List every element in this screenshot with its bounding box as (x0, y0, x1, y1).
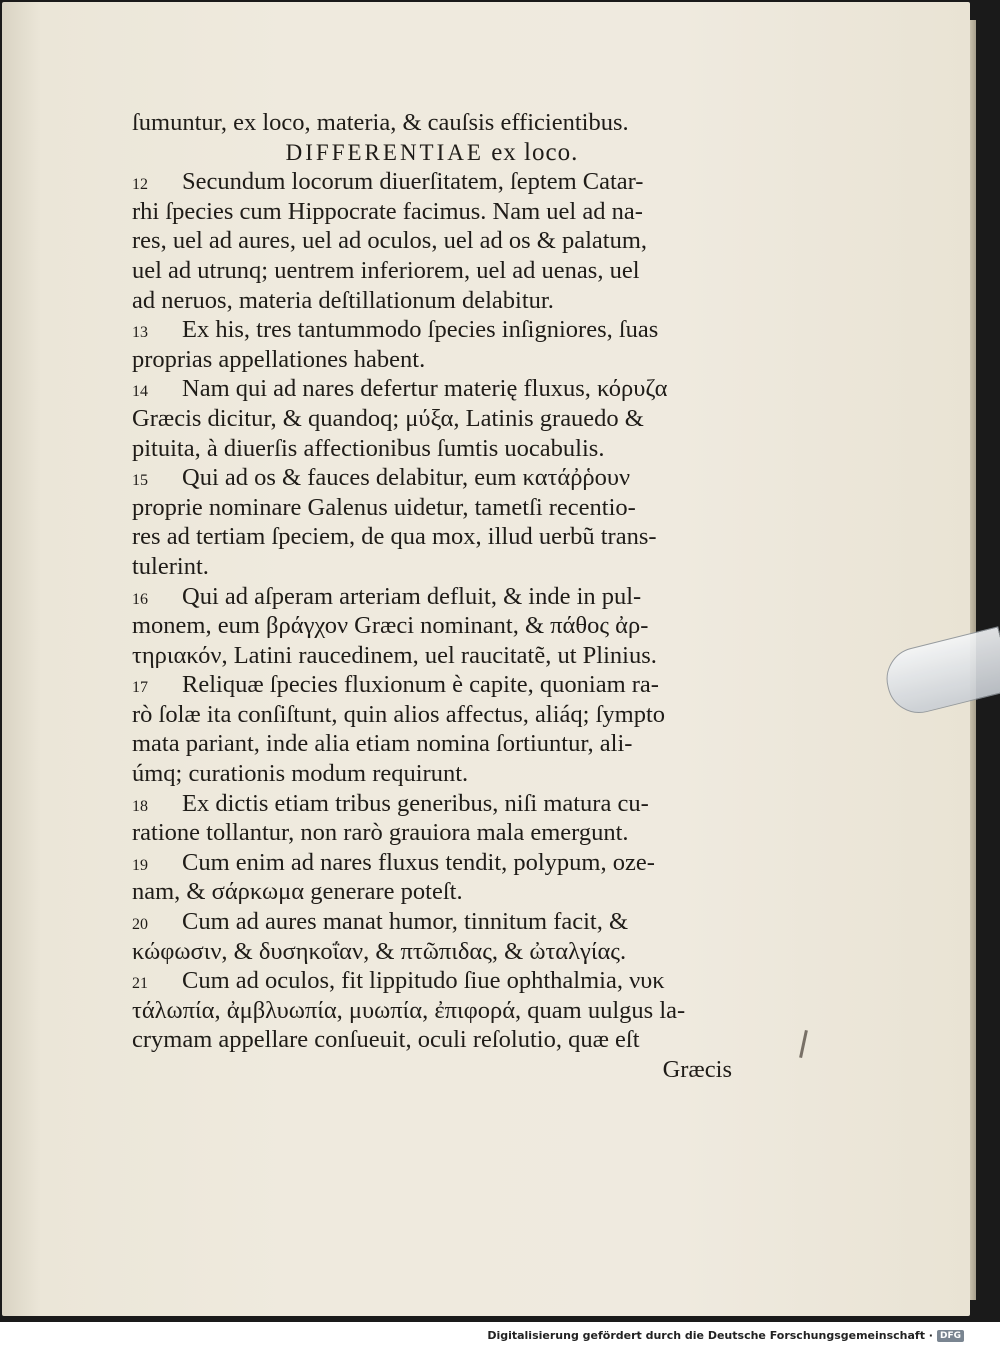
paragraph-number: 17 (132, 679, 148, 697)
text-line (132, 670, 732, 700)
text-line: rò ſolæ ita conſiſtunt, quin alios affectus, aliáq; ſympto (132, 700, 666, 728)
text-line (132, 463, 732, 493)
text-line: Græcis dicitur, & quandoq; μύξα, Latinis grauedo & (132, 404, 644, 432)
line-text: Reliquæ ſpecies fluxionum è capite, quoniam ra- (182, 671, 659, 699)
text-line (132, 315, 732, 345)
paragraph-number: 12 (132, 176, 148, 194)
text-line: tulerint. (132, 552, 209, 580)
heading-rest: ex loco. (483, 138, 579, 166)
line-text: Nam qui ad nares defertur materię fluxus, κόρυζα (182, 375, 668, 403)
text-line: monem, eum βράγχον Græci nominant, & πάθος ἀρ- (132, 612, 649, 640)
line-text: Ex dictis etiam tribus generibus, niſi matura cu- (182, 789, 649, 817)
paragraph-number: 21 (132, 975, 148, 993)
paragraph-number: 20 (132, 916, 148, 934)
text-line (132, 789, 732, 819)
text-line: res ad tertiam ſpeciem, de qua mox, illud uerbũ trans- (132, 523, 657, 551)
text-line (132, 374, 732, 404)
paragraph-number: 16 (132, 590, 148, 608)
text-line: proprias appellationes habent. (132, 345, 426, 373)
text-line (132, 167, 732, 197)
text-line: nam, & σάρκωμα generare poteſt. (132, 878, 463, 906)
text-line: mata pariant, inde alia etiam nomina ſortiuntur, ali- (132, 730, 633, 758)
heading-caps: DIFFERENTIAE (285, 139, 484, 165)
text-line: ad neruos, materia deſtillationum delabitur. (132, 286, 554, 314)
line-text: Cum ad oculos, fit lippitudo ſiue ophthalmia, νυκ (182, 967, 665, 995)
text-line (132, 966, 732, 996)
text-line: rhi ſpecies cum Hippocrate facimus. Nam uel ad na- (132, 197, 643, 225)
text-line (132, 848, 732, 878)
catchword: Græcis (662, 1056, 732, 1083)
footer-credit-text: Digitalisierung gefördert durch die Deutsche Forschungsgemeinschaft · (487, 1329, 933, 1342)
text-line: τηριακόν, Latini raucedinem, uel raucitatẽ, ut Plinius. (132, 641, 657, 669)
text-line: uel ad utrunq; uentrem inferiorem, uel ad uenas, uel (132, 256, 640, 284)
text-line: ſumuntur, ex loco, materia, & cauſsis efficientibus. (132, 109, 629, 136)
paragraph-number: 19 (132, 856, 148, 874)
text-line: crymam appellare conſueuit, oculi reſolutio, quæ eſt (132, 1026, 640, 1054)
section-heading (132, 138, 732, 168)
line-text: Ex his, tres tantummodo ſpecies inſigniores, ſuas (182, 316, 659, 344)
text-line: τάλωπία, ἀμβλυωπία, μυωπία, ἐπιφορά, quam uulgus la- (132, 996, 686, 1024)
text-block (132, 108, 732, 1085)
footer-credit (487, 1329, 964, 1342)
line-text: Qui ad os & fauces delabitur, eum κατάῤῥουν (182, 464, 631, 492)
text-line: ratione tollantur, non rarò grauiora mala emergunt. (132, 819, 629, 847)
text-line: κώφωσιν, & δυσηκοΐαν, & πτῶπιδας, & ὠταλγίας. (132, 937, 627, 965)
line-text: Secundum locorum diuerſitatem, ſeptem Catar- (182, 168, 644, 196)
line-text: Qui ad aſperam arteriam defluit, & inde in pul- (182, 582, 642, 610)
paragraph-number: 15 (132, 472, 148, 490)
text-line (132, 582, 732, 612)
line-text: Cum ad aures manat humor, tinnitum facit, & (182, 908, 629, 936)
text-line: proprie nominare Galenus uidetur, tametſi recentio- (132, 493, 636, 521)
text-line: úmq; curationis modum requirunt. (132, 760, 469, 788)
dfg-logo: DFG (937, 1330, 964, 1342)
text-line (132, 907, 732, 937)
line-text: Cum enim ad nares fluxus tendit, polypum, oze- (182, 848, 655, 876)
text-line: res, uel ad aures, uel ad oculos, uel ad os & palatum, (132, 227, 648, 255)
paragraph-number: 14 (132, 383, 148, 401)
paragraph-number: 13 (132, 324, 148, 342)
paragraph-number: 18 (132, 797, 148, 815)
text-line: pituita, à diuerſis affectionibus ſumtis uocabulis. (132, 434, 605, 462)
